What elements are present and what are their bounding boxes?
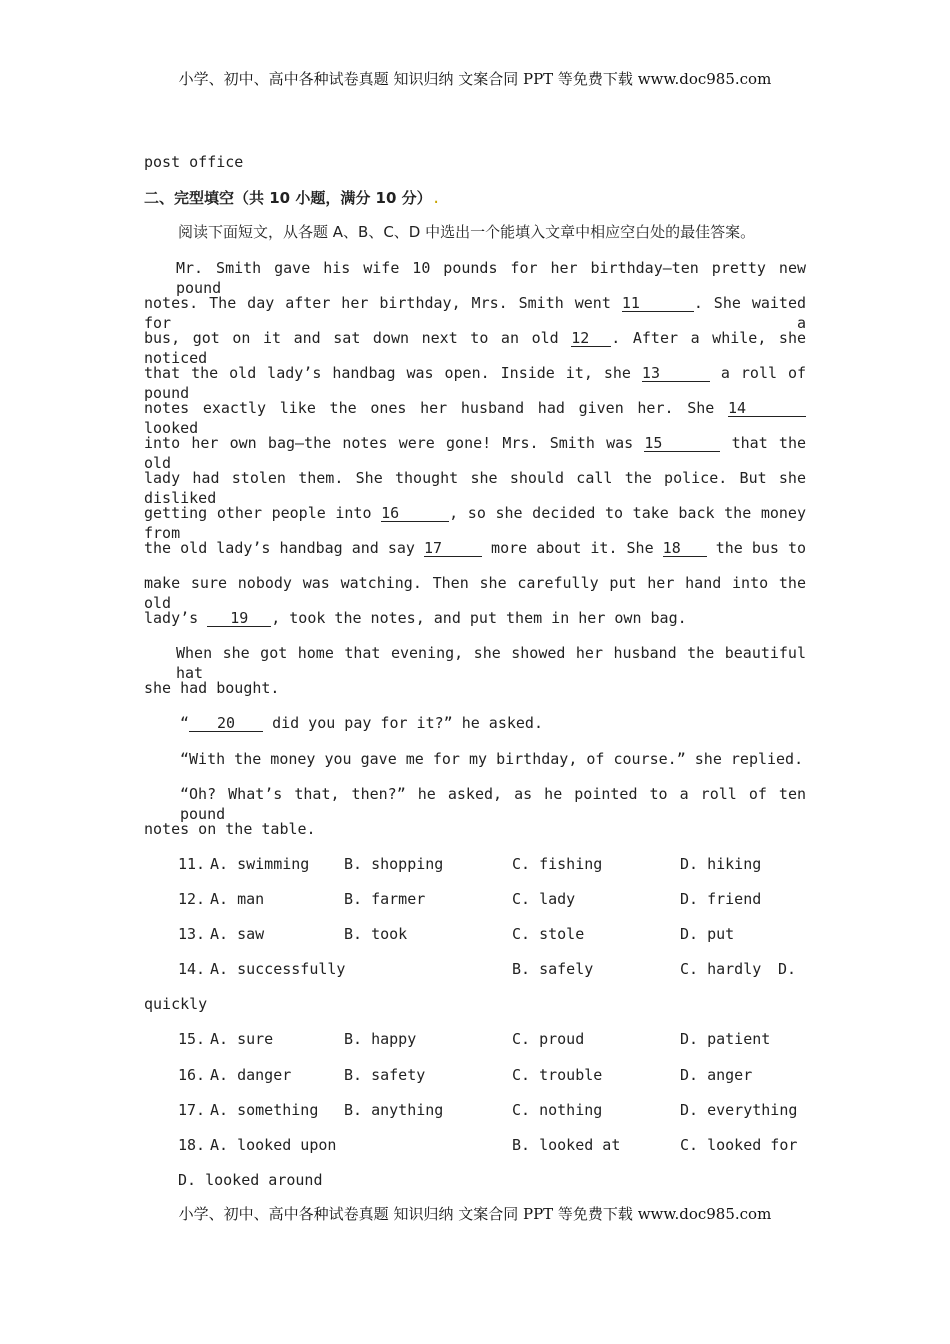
option-b: B. took xyxy=(344,925,408,943)
text: getting other people into xyxy=(144,504,372,522)
option-c: C. fishing xyxy=(512,855,603,873)
passage-line-4 xyxy=(144,363,806,403)
passage-line-12: When she got home that evening, she showed her husband the beautiful hat xyxy=(176,644,806,682)
passage-line-5 xyxy=(144,398,806,438)
text: notes. The day after her birthday, Mrs. Smith went xyxy=(144,294,611,312)
blank-12: 12 xyxy=(571,330,611,347)
option-d: D. put xyxy=(680,925,735,943)
option-b: B. farmer xyxy=(344,890,426,908)
question-number: 18. xyxy=(178,1136,206,1154)
blank-14: 14 xyxy=(728,400,806,417)
text: . After a while, she noticed xyxy=(144,329,807,367)
text: bus, got on it and sat down next to an old xyxy=(144,329,559,347)
option-c: C. trouble xyxy=(512,1066,603,1084)
section-title-text: 二、完型填空（共 10 小题，满分 10 分） xyxy=(144,189,432,207)
text: that the old xyxy=(144,434,807,472)
option-b: B. shopping xyxy=(344,855,444,873)
passage-line-8 xyxy=(144,503,806,543)
passage-line-17: notes on the table. xyxy=(144,820,316,838)
question-number: 13. xyxy=(178,925,206,943)
blank-20: 20 xyxy=(189,715,263,732)
text: the old lady’s handbag and say xyxy=(144,539,415,557)
page-footer: 小学、初中、高中各种试卷真题 知识归纳 文案合同 PPT 等免费下载 www.doc985.com xyxy=(178,1205,772,1223)
option-c: C. hardly xyxy=(680,960,762,978)
option-a: A. man xyxy=(210,890,265,908)
blank-19: 19 xyxy=(207,610,271,627)
option-a: A. something xyxy=(210,1101,319,1119)
option-a: A. danger xyxy=(210,1066,292,1084)
passage-line-1: Mr. Smith gave his wife 10 pounds for her birthday—ten pretty new pound xyxy=(176,259,806,297)
blank-18: 18 xyxy=(663,540,707,557)
blank-13: 13 xyxy=(642,365,710,382)
option-c: C. looked for xyxy=(680,1136,798,1154)
option-a: A. successfully xyxy=(210,960,346,978)
text: notes exactly like the ones her husband had given her. She xyxy=(144,399,715,417)
option-d: D. hiking xyxy=(680,855,762,873)
text: that the old lady’s handbag was open. Inside it, she xyxy=(144,364,631,382)
passage-line-16: “Oh? What’s that, then?” he asked, as he pointed to a roll of ten pound xyxy=(180,785,806,823)
option-d: D. patient xyxy=(680,1030,771,1048)
option-c: C. stole xyxy=(512,925,585,943)
blank-11: 11 xyxy=(622,295,694,312)
text: a roll of pound xyxy=(144,364,807,402)
passage-line-13: she had bought. xyxy=(144,679,280,697)
question-number: 14. xyxy=(178,960,206,978)
question-number: 15. xyxy=(178,1030,206,1048)
question-number: 12. xyxy=(178,890,206,908)
passage-line-11 xyxy=(144,608,687,628)
blank-17: 17 xyxy=(424,540,482,557)
option-b: B. looked at xyxy=(512,1136,621,1154)
question-number: 11. xyxy=(178,855,206,873)
option-d-continued: quickly xyxy=(144,995,208,1013)
option-c: C. lady xyxy=(512,890,576,908)
text: , took the notes, and put them in her own bag. xyxy=(271,609,687,627)
text: looked xyxy=(144,419,199,437)
question-number: 17. xyxy=(178,1101,206,1119)
option-b: B. anything xyxy=(344,1101,444,1119)
passage-line-3 xyxy=(144,328,806,368)
top-fragment: post office xyxy=(144,153,244,171)
text: lady’s xyxy=(144,609,199,627)
passage-line-15: “With the money you gave me for my birthday, of course.” she replied. xyxy=(180,750,804,768)
option-a: A. swimming xyxy=(210,855,310,873)
option-d: D. looked around xyxy=(178,1171,323,1189)
option-d: D. anger xyxy=(680,1066,753,1084)
option-c: C. nothing xyxy=(512,1101,603,1119)
page-header: 小学、初中、高中各种试卷真题 知识归纳 文案合同 PPT 等免费下载 www.doc985.com xyxy=(178,70,772,88)
text: did you pay for it?” he asked. xyxy=(272,714,543,732)
option-b: B. happy xyxy=(344,1030,417,1048)
option-b: B. safety xyxy=(344,1066,426,1084)
text: the bus to xyxy=(715,539,807,557)
question-number: 16. xyxy=(178,1066,206,1084)
instruction: 阅读下面短文，从各题 A、B、C、D 中选出一个能填入文章中相应空白处的最佳答案。 xyxy=(178,223,756,241)
section-dot: . xyxy=(431,189,441,207)
blank-16: 16 xyxy=(381,505,449,522)
passage-line-9 xyxy=(144,538,806,558)
passage-line-2 xyxy=(144,293,806,333)
option-d: D. friend xyxy=(680,890,762,908)
text: . She waited for a xyxy=(144,294,807,332)
option-d: D. everything xyxy=(680,1101,798,1119)
option-b: B. safely xyxy=(512,960,594,978)
text: more about it. She xyxy=(491,539,654,557)
option-d: D. xyxy=(778,960,797,978)
option-a: A. sure xyxy=(210,1030,274,1048)
passage-line-10: make sure nobody was watching. Then she carefully put her hand into the old xyxy=(144,574,806,612)
passage-line-7: lady had stolen them. She thought she should call the police. But she disliked xyxy=(144,469,806,507)
section-title xyxy=(144,188,441,208)
option-a: A. looked upon xyxy=(210,1136,337,1154)
text: “ xyxy=(180,714,190,732)
text: , so she decided to take back the money from xyxy=(144,504,806,542)
option-c: C. proud xyxy=(512,1030,585,1048)
passage-line-6 xyxy=(144,433,806,473)
blank-15: 15 xyxy=(644,435,720,452)
option-a: A. saw xyxy=(210,925,265,943)
passage-line-14 xyxy=(180,713,543,733)
text: into her own bag—the notes were gone! Mrs. Smith was xyxy=(144,434,634,452)
